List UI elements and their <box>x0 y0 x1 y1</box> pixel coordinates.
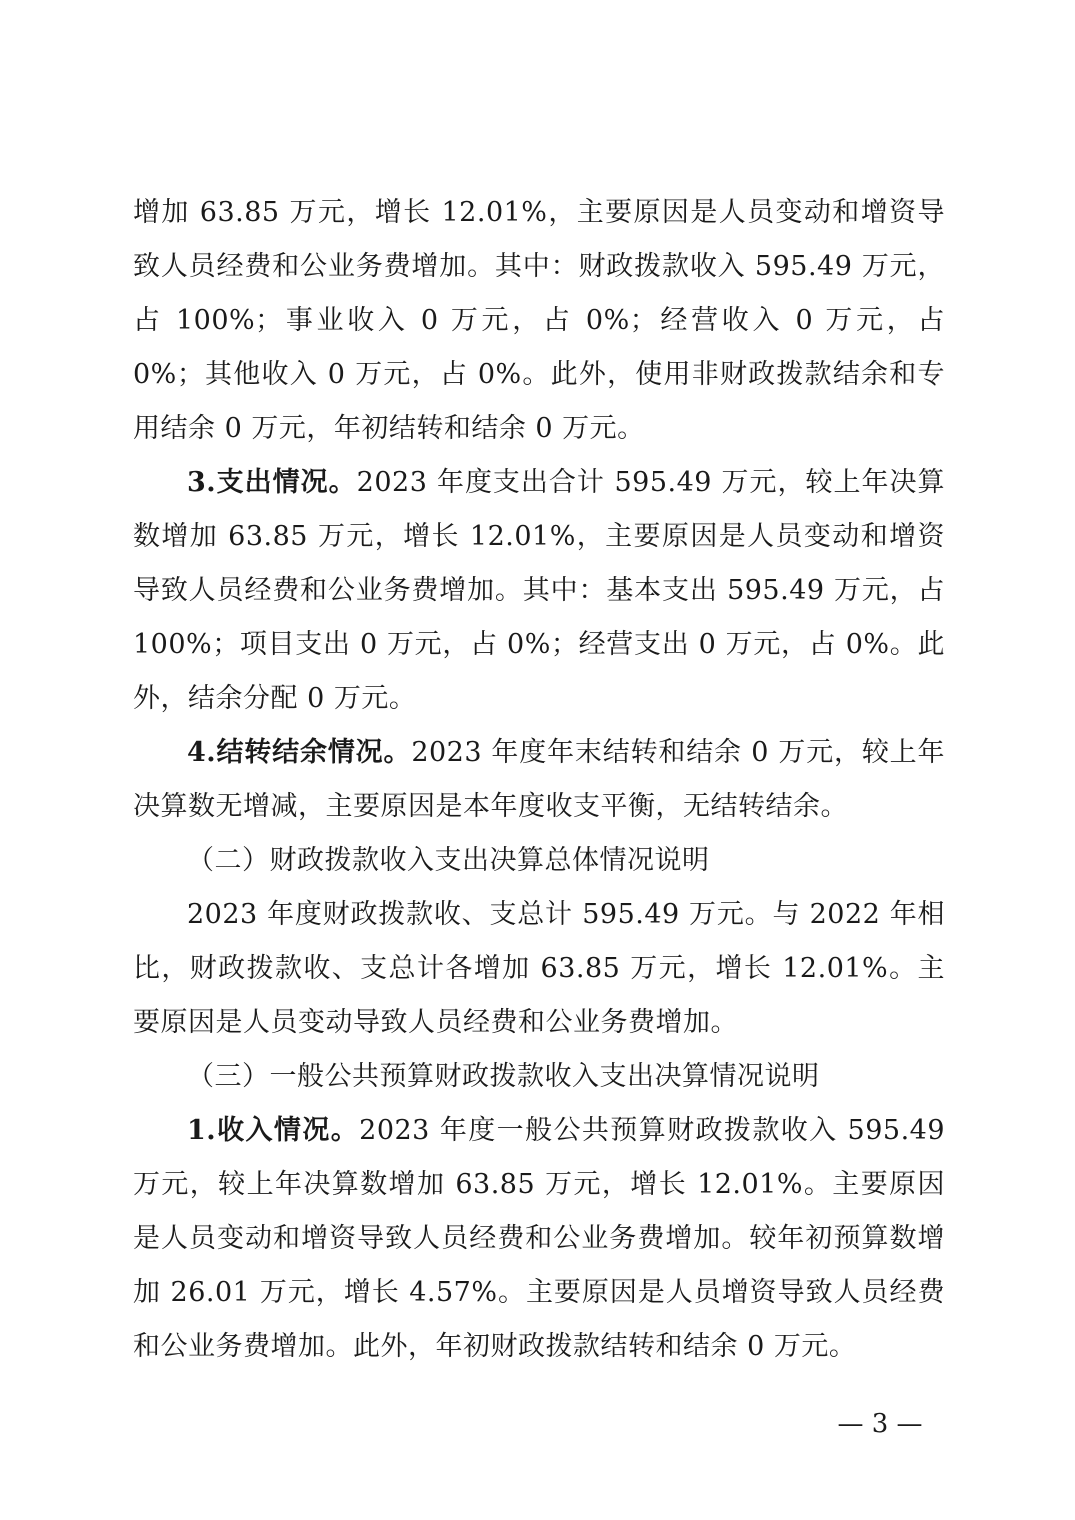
income-continued-text: 增加 63.85 万元，增长 12.01%，主要原因是人员变动和增资导致人员经费和公业务费增加。其中：财政拨款收入 595.49 万元，占 100%；事业收入 0 万元，占 0%；经营收入 0 万元，占 0%；其他收入 0 万元，占 0%。此外，使用非财政拨款结余和专用结余 0 万元，年初结转和结余 0 万元。 <box>133 197 945 444</box>
section-3-heading <box>133 1050 945 1104</box>
income-continued-paragraph <box>133 186 945 456</box>
expenditure-paragraph <box>133 456 945 726</box>
section-2-heading <box>133 834 945 888</box>
section-3-income-lead: 1.收入情况。 <box>187 1115 360 1146</box>
section-2-heading-text: （二）财政拨款收入支出决算总体情况说明 <box>187 845 710 876</box>
section-3-income-text: 2023 年度一般公共预算财政拨款收入 595.49 万元，较上年决算数增加 63.85 万元，增长 12.01%。主要原因是人员变动和增资导致人员经费和公业务费增加。较年初预算数增加 26.01 万元，增长 4.57%。主要原因是人员增资导致人员经费和公业务费增加。此外，年初财政拨款结转和结余 0 万元。 <box>133 1115 946 1362</box>
section-3-heading-text: （三）一般公共预算财政拨款收入支出决算情况说明 <box>187 1061 820 1092</box>
section-2-paragraph <box>133 888 945 1050</box>
document-body <box>133 186 945 1374</box>
balance-text: 2023 年度年末结转和结余 0 万元，较上年决算数无增减，主要原因是本年度收支平衡，无结转结余。 <box>133 737 946 822</box>
balance-paragraph <box>133 726 945 834</box>
balance-lead: 4.结转结余情况。 <box>187 737 412 768</box>
expenditure-text: 2023 年度支出合计 595.49 万元，较上年决算数增加 63.85 万元，增长 12.01%，主要原因是人员变动和增资导致人员经费和公业务费增加。其中：基本支出 595.49 万元，占 100%；项目支出 0 万元，占 0%；经营支出 0 万元，占 0%。此外，结余分配 0 万元。 <box>133 467 945 714</box>
expenditure-lead: 3.支出情况。 <box>187 467 357 498</box>
section-2-text: 2023 年度财政拨款收、支总计 595.49 万元。与 2022 年相比，财政拨款收、支总计各增加 63.85 万元，增长 12.01%。主要原因是人员变动导致人员经费和公业务费增加。 <box>133 899 945 1038</box>
page-number: — 3 — <box>837 1409 923 1439</box>
section-3-income-paragraph <box>133 1104 945 1374</box>
